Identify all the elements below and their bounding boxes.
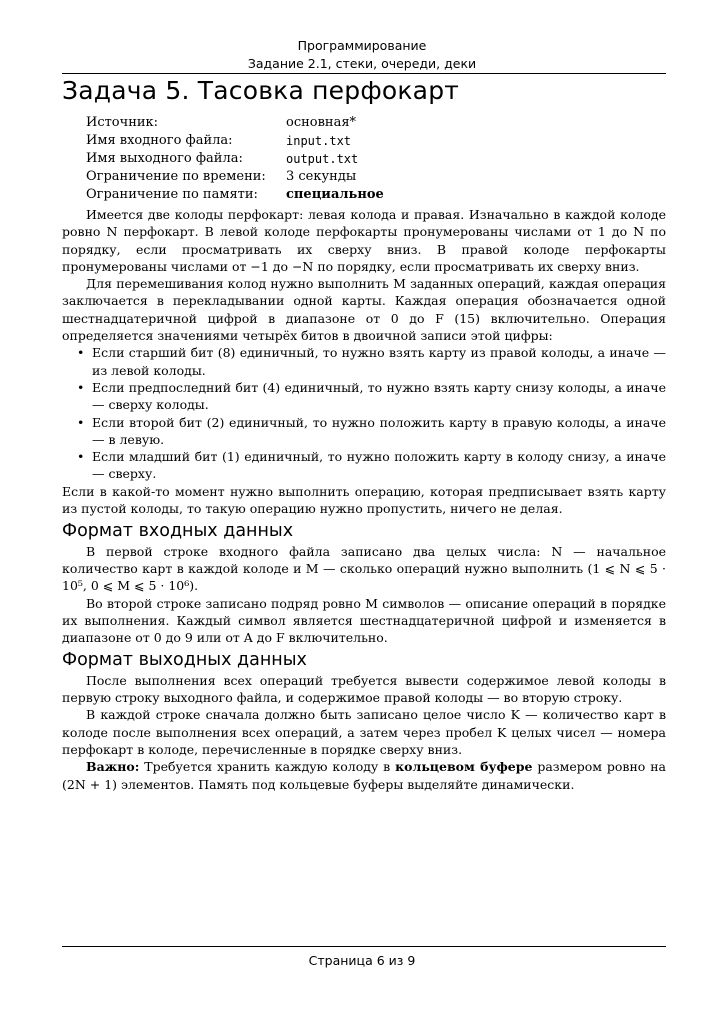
statement-paragraph: Если в какой-то момент нужно выполнить операцию, которая предписывает взять карту из пустой колоды, то такую операцию нужно пропустить, ничего не делая.: [62, 483, 666, 517]
meta-row-source: [86, 114, 384, 132]
bullet-icon: •: [77, 414, 85, 430]
problem-meta-table: [86, 114, 384, 204]
meta-value: input.txt: [286, 134, 352, 148]
important-label: Важно:: [86, 759, 140, 775]
problem-body: [62, 206, 666, 793]
important-text: размером ровно на (2N + 1) элементов. Память под кольцевые буферы выделяйте динамически.: [62, 759, 666, 792]
page-title: Задача 5. Тасовка перфокарт: [62, 76, 460, 105]
input-paragraph: В первой строке входного файла записано два целых числа: N — начальное количество карт в каждой колоде и M — сколько операций нужно выполнить (1 ⩽ N ⩽ 5 · 10⁵, 0 ⩽ M ⩽ 5 · 10⁶).: [62, 543, 666, 594]
bullet-icon: •: [77, 345, 85, 361]
header-rule: [62, 73, 666, 74]
list-item-text: Если старший бит (8) единичный, то нужно взять карту из правой колоды, а иначе — из левой колоды.: [92, 345, 666, 378]
meta-row-memory-limit: [86, 186, 384, 204]
list-item-text: Если второй бит (2) единичный, то нужно положить карту в правую колоды, а иначе — в левую.: [92, 414, 666, 447]
statement-paragraph: Имеется две колоды перфокарт: левая колода и правая. Изначально в каждой колоде ровно N перфокарт. В левой колоде перфокарты пронумерованы числами от 1 до N по порядку, если просматривать их сверху вниз. В правой колоде перфокарты пронумерованы числами от −1 до −N по порядку, если просматривать их сверху вниз.: [62, 207, 666, 274]
list-item-text: Если предпоследний бит (4) единичный, то нужно взять карту снизу колоды, а иначе — сверху колоды.: [92, 379, 666, 413]
operation-bit-list: [62, 344, 666, 482]
list-item: [62, 344, 666, 379]
list-item: [62, 379, 666, 414]
meta-row-time-limit: [86, 168, 384, 186]
meta-row-input-file: [86, 132, 384, 150]
meta-value: output.txt: [286, 152, 359, 166]
statement-paragraph: Для перемешивания колод нужно выполнить M заданных операций, каждая операция заключается в перекладывании одной карты. Каждая операция обозначается одной шестнадцатеричной цифрой в диапазоне от 0 до F (15) включительно. Операция определяется значениями четырёх битов в двоичной записи этой цифры:: [62, 276, 666, 344]
meta-key: Имя выходного файла:: [86, 151, 243, 166]
meta-key: Ограничение по памяти:: [86, 187, 258, 202]
meta-key: Имя входного файла:: [86, 133, 233, 148]
output-format-heading: Формат выходных данных: [62, 650, 307, 671]
bullet-icon: •: [77, 379, 85, 395]
meta-value: основная*: [286, 115, 357, 130]
list-item: [62, 448, 666, 483]
header-course: Программирование: [297, 38, 427, 53]
output-paragraph: В каждой строке сначала должно быть записано целое число K — количество карт в колоде после выполнения всех операций, а затем через пробел K целых чисел — номера перфокарт в колоде, перечисленные в порядке сверху вниз.: [62, 707, 666, 757]
bullet-icon: •: [77, 449, 85, 465]
important-note: [62, 758, 666, 793]
meta-row-output-file: [86, 150, 384, 168]
output-paragraph: После выполнения всех операций требуется вывести содержимое левой колоды в первую строку выходного файла, и содержимое правой колоды — во вторую строку.: [62, 672, 666, 706]
list-item: [62, 414, 666, 449]
meta-key: Источник:: [86, 115, 159, 130]
input-format-heading: Формат входных данных: [62, 521, 294, 542]
meta-key: Ограничение по времени:: [86, 169, 266, 184]
input-paragraph: Во второй строке записано подряд ровно M символов — описание операций в порядке их выполнения. Каждый символ является шестнадцатеричной цифрой и изменяется в диапазоне от 0 до 9 или от A до F включительно.: [62, 595, 666, 646]
important-emphasis: кольцевом буфере: [395, 759, 533, 775]
footer-rule: [62, 946, 666, 947]
header-assignment: Задание 2.1, стеки, очереди, деки: [247, 56, 477, 71]
important-text: Требуется хранить каждую колоду в: [139, 759, 396, 775]
list-item-text: Если младший бит (1) единичный, то нужно положить карту в колоду снизу, а иначе — сверху.: [92, 449, 666, 482]
page-number: Страница 6 из 9: [308, 953, 416, 968]
meta-value: 3 секунды: [286, 169, 357, 184]
meta-value: специальное: [286, 187, 384, 202]
